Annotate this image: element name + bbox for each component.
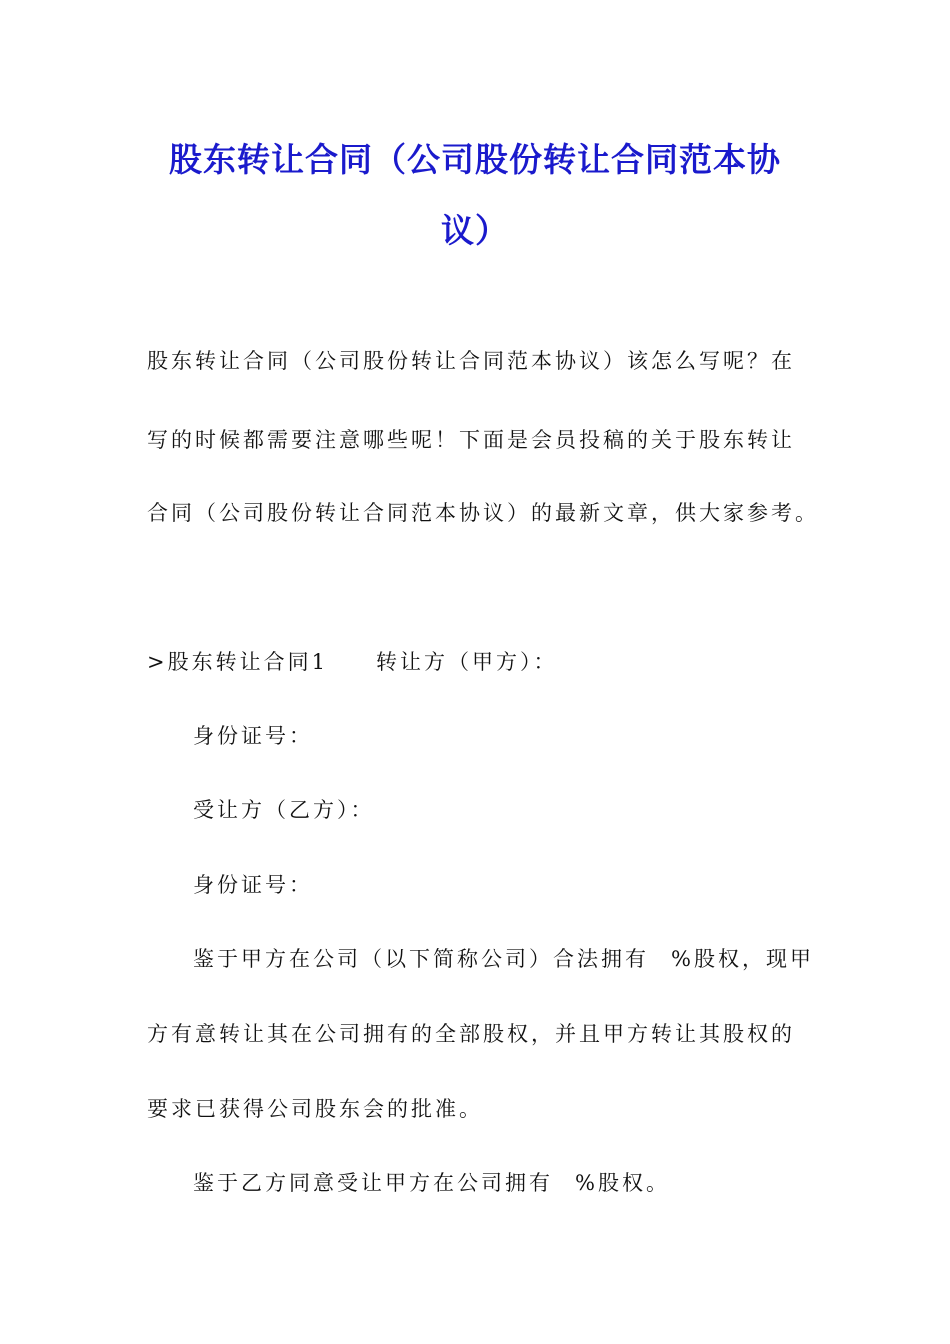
whereas-1-part-1: 鉴于甲方在公司（以下简称公司）合法拥有 (193, 947, 649, 971)
document-title-line-2: 议） (441, 211, 509, 250)
whereas-1-part-2: %股权，现甲 (671, 947, 814, 971)
whereas-clause-1-line-3: 要求已获得公司股东会的批准。 (147, 1097, 483, 1121)
transferee-label: 受让方（乙方）： (193, 798, 375, 822)
document-title-line-1: 股东转让合同（公司股份转让合同范本协 (169, 140, 781, 179)
transferor-label: 转让方（甲方）： (375, 650, 558, 674)
intro-line-2: 写的时候都需要注意哪些呢！下面是会员投稿的关于股东转让 (147, 428, 795, 452)
transferor-id-label: 身份证号： (193, 724, 313, 748)
whereas-2-part-1: 鉴于乙方同意受让甲方在公司拥有 (193, 1171, 553, 1195)
intro-line-1: 股东转让合同（公司股份转让合同范本协议）该怎么写呢？在 (147, 349, 795, 373)
whereas-clause-2 (193, 1167, 807, 1197)
whereas-clause-1-line-1 (193, 943, 814, 973)
contract-section-line (147, 646, 807, 676)
intro-line-3: 合同（公司股份转让合同范本协议）的最新文章，供大家参考。 (147, 501, 819, 525)
whereas-clause-1-line-2: 方有意转让其在公司拥有的全部股权，并且甲方转让其股权的 (147, 1022, 795, 1046)
section-heading: >股东转让合同1 (147, 650, 328, 674)
whereas-2-part-2: %股权。 (575, 1171, 670, 1195)
transferee-id-label: 身份证号： (193, 873, 313, 897)
